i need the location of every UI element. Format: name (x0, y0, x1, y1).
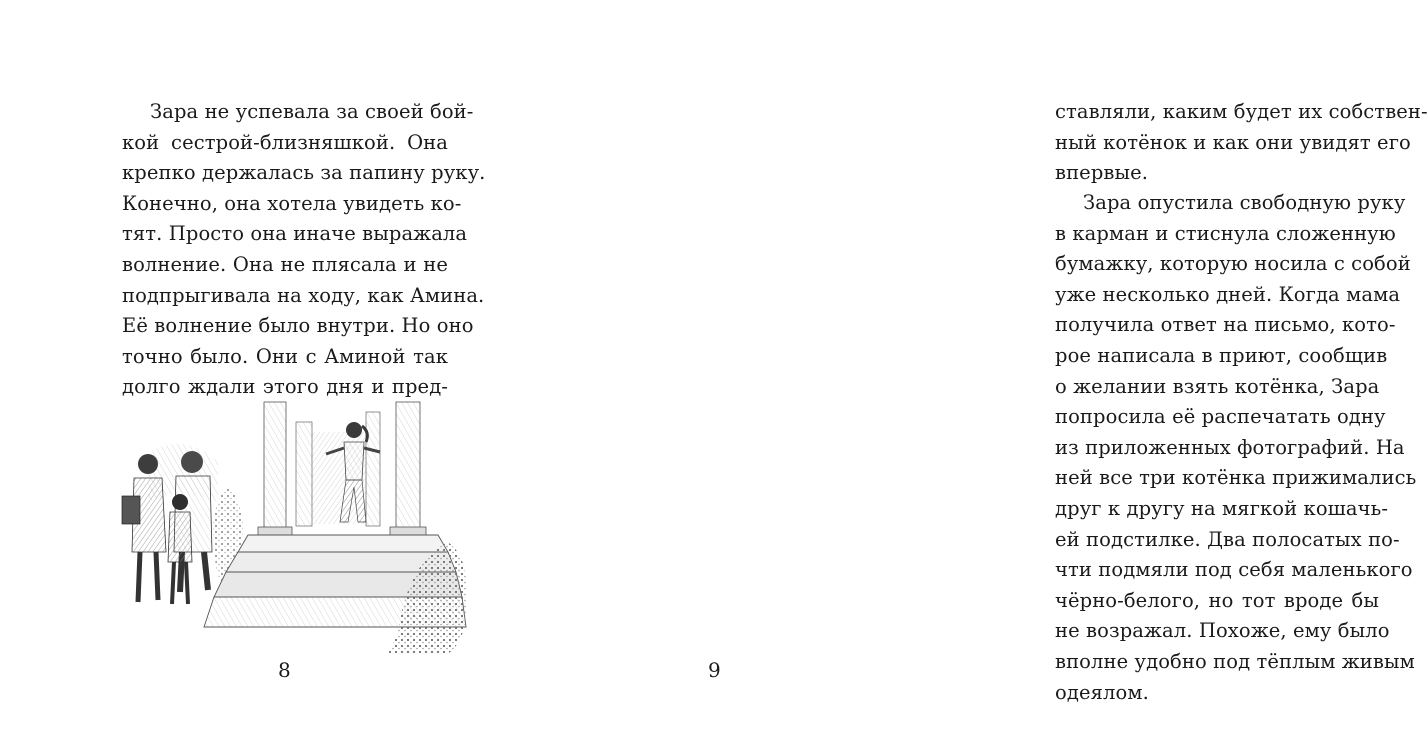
text-line: Зара не успевала за своей бой- (150, 100, 474, 123)
text-line: ставляли, каким будет их собствен- (1055, 100, 1428, 123)
page-number: 8 (278, 658, 291, 682)
text-line: Зара опустила свободную руку (1083, 191, 1406, 214)
text-line: получила ответ на письмо, кото- (1055, 313, 1396, 337)
text-line: уже несколько дней. Когда мама (1055, 282, 1401, 306)
text-line: в карман и стиснула сложенную (1055, 221, 1396, 245)
text-line: ный котёнок и как они увидят его (1055, 130, 1411, 154)
text-line: рое написала в приют, сообщив (1055, 343, 1388, 367)
text-line: волнение. Она не плясала и не (122, 252, 448, 276)
right-paragraph (1055, 188, 1417, 708)
text-line: друг к другу на мягкой кошачь- (1055, 496, 1389, 520)
text-line: долго ждали этого дня и пред- (122, 375, 448, 399)
text-line: Её волнение было внутри. Но оно (122, 314, 474, 338)
text-line: одеялом. (1055, 680, 1149, 704)
text-line: ей подстилке. Два полосатых по- (1055, 527, 1400, 551)
text-line: вполне удобно под тёплым живым (1055, 649, 1415, 673)
text-line: кой сестрой-близняшкой. Она (122, 130, 448, 154)
text-line: чёрно-белого, но тот вроде бы (1055, 588, 1379, 612)
left-page (0, 0, 500, 738)
text-line: точно было. Они с Аминой так (122, 344, 448, 368)
right-page (500, 0, 1428, 738)
text-line: о желании взять котёнка, Зара (1055, 374, 1380, 398)
text-line: бумажку, которую носила с собой (1055, 252, 1411, 276)
text-line: тят. Просто она иначе выражала (122, 222, 468, 246)
text-line: из приложенных фотографий. На (1055, 435, 1405, 459)
text-line: подпрыгивала на ходу, как Амина. (122, 283, 485, 307)
text-line: чти подмяли под себя маленького (1055, 558, 1413, 582)
text-line: Конечно, она хотела увидеть ко- (122, 191, 462, 215)
left-paragraph (122, 97, 486, 403)
right-paragraph-continuation (1055, 97, 1428, 189)
text-line: не возражал. Похоже, ему было (1055, 619, 1390, 643)
text-line: крепко держалась за папину руку. (122, 161, 486, 185)
text-line: попросила её распечатать одну (1055, 405, 1386, 429)
text-line: ней все три котёнка прижимались (1055, 466, 1417, 490)
page-number: 9 (708, 658, 721, 682)
text-line: впервые. (1055, 161, 1149, 185)
family-pavilion-illustration (118, 392, 468, 654)
